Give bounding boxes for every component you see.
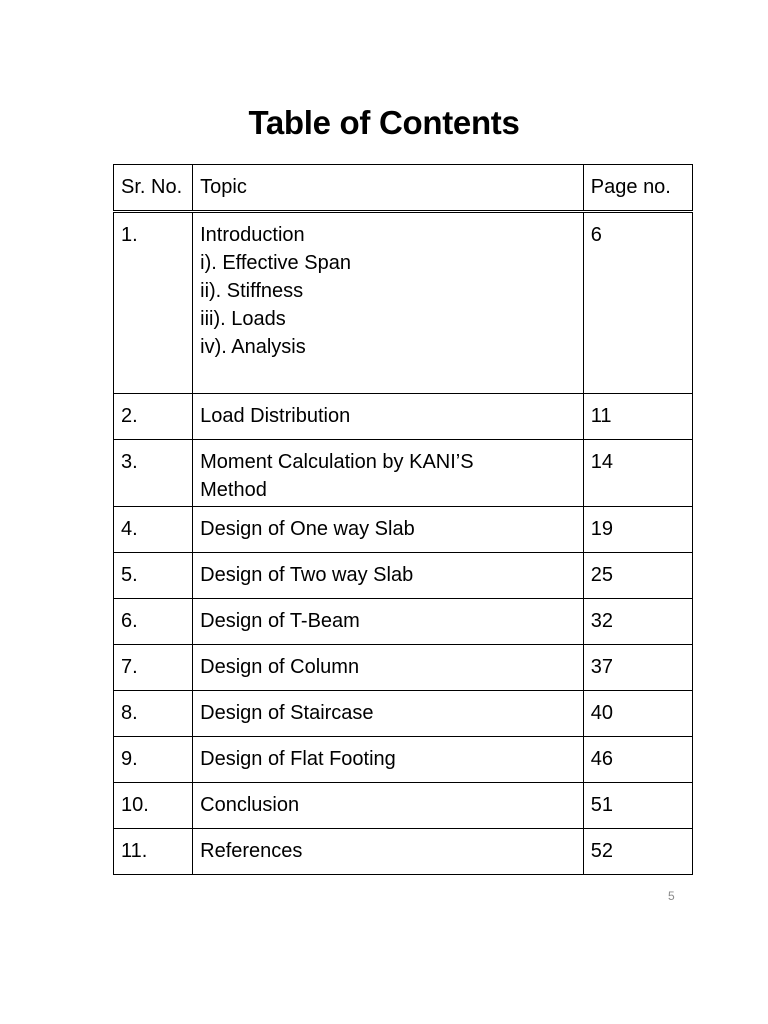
row-topic: Load Distribution [193, 394, 584, 440]
row-page: 37 [583, 645, 692, 691]
page-title: Table of Contents [248, 104, 520, 141]
table-row [114, 645, 693, 691]
row-sr: 4. [114, 507, 193, 553]
subtopic: ii). Stiffness [200, 280, 304, 302]
row-topic: References [193, 829, 584, 875]
row-topic: Design of One way Slab [193, 507, 584, 553]
table-row [114, 394, 693, 440]
table-row [114, 599, 693, 645]
table-row [114, 691, 693, 737]
table-row [114, 212, 693, 394]
row-topic: Design of Flat Footing [193, 737, 584, 783]
row-page: 32 [583, 599, 692, 645]
row-topic: Design of Column [193, 645, 584, 691]
table-row [114, 553, 693, 599]
row-sr: 1. [114, 212, 193, 394]
row-page: 25 [583, 553, 692, 599]
row-sr: 7. [114, 645, 193, 691]
table-row [114, 440, 693, 507]
row-topic: Design of Staircase [193, 691, 584, 737]
subtopic: iv). Analysis [200, 336, 306, 358]
row-sr: 2. [114, 394, 193, 440]
row-sr: 8. [114, 691, 193, 737]
row-sr: 11. [114, 829, 193, 875]
row-sr: 5. [114, 553, 193, 599]
header-topic: Topic [193, 165, 584, 212]
row-page: 46 [583, 737, 692, 783]
row-topic: Design of T-Beam [193, 599, 584, 645]
row-topic: Conclusion [193, 783, 584, 829]
table-row [114, 507, 693, 553]
table-row [114, 829, 693, 875]
header-sr-no: Sr. No. [114, 165, 193, 212]
table-row [114, 737, 693, 783]
topic-title: Introduction [200, 224, 305, 246]
row-page: 6 [583, 212, 692, 394]
row-page: 40 [583, 691, 692, 737]
subtopic: i). Effective Span [200, 252, 351, 274]
row-page: 11 [583, 394, 692, 440]
row-sr: 6. [114, 599, 193, 645]
row-topic [193, 212, 584, 394]
row-sr: 9. [114, 737, 193, 783]
row-page: 51 [583, 783, 692, 829]
subtopic: iii). Loads [200, 308, 286, 330]
row-sr: 3. [114, 440, 193, 507]
row-page: 19 [583, 507, 692, 553]
header-page-no: Page no. [583, 165, 692, 212]
row-page: 14 [583, 440, 692, 507]
table-header-row [114, 165, 693, 212]
topic-line: Method [200, 479, 267, 501]
row-topic [193, 440, 584, 507]
row-topic: Design of Two way Slab [193, 553, 584, 599]
row-sr: 10. [114, 783, 193, 829]
table-row [114, 783, 693, 829]
table-of-contents [113, 164, 693, 875]
page-number: 5 [668, 889, 675, 903]
row-page: 52 [583, 829, 692, 875]
topic-line: Moment Calculation by KANI’S [200, 451, 474, 473]
